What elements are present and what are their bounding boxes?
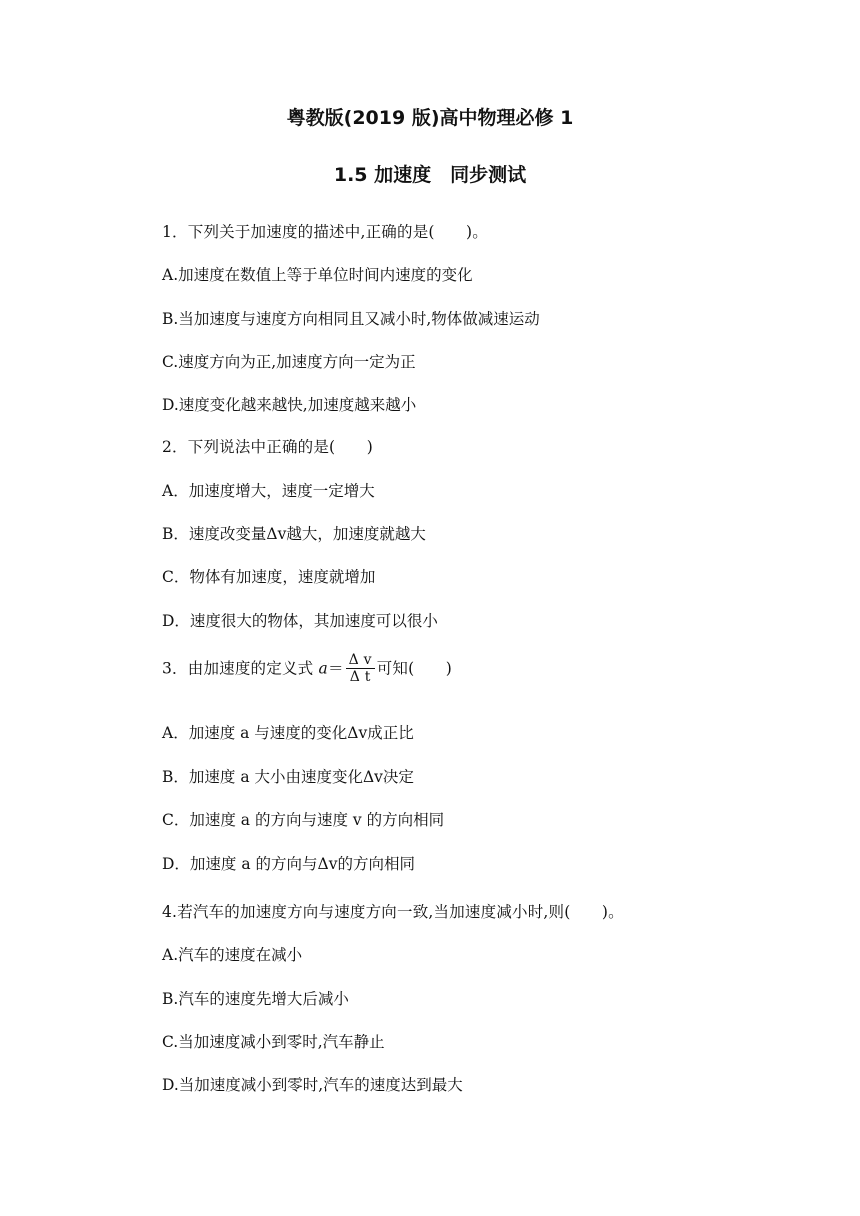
question-4-option-c: C.当加速度减小到零时,汽车静止: [162, 1033, 385, 1051]
document-subtitle: 1.5 加速度 同步测试: [333, 164, 527, 186]
question-3-option-b: B．加速度 a 大小由速度变化Δv决定: [162, 768, 414, 786]
question-2-option-c: C．物体有加速度，速度就增加: [162, 568, 376, 586]
fraction-denominator: Δ t: [349, 669, 371, 686]
acceleration-variable: a: [318, 659, 328, 678]
question-1-option-b: B.当加速度与速度方向相同且又减小时,物体做减速运动: [162, 310, 540, 328]
document-title: 粤教版(2019 版)高中物理必修 1: [286, 107, 574, 129]
question-1-option-a: A.加速度在数值上等于单位时间内速度的变化: [162, 266, 473, 284]
question-4-stem: 4.若汽车的加速度方向与速度方向一致,当加速度减小时,则( )。: [162, 903, 624, 921]
definition-fraction: [346, 652, 375, 685]
question-4-option-d: D.当加速度减小到零时,汽车的速度达到最大: [162, 1076, 463, 1094]
question-2-option-d: D．速度很大的物体，其加速度可以很小: [162, 612, 438, 630]
question-3-stem-suffix: 可知( ): [376, 659, 453, 678]
question-1-option-c: C.速度方向为正,加速度方向一定为正: [162, 353, 416, 371]
question-2-option-b: B．速度改变量Δv越大，加速度就越大: [162, 525, 426, 543]
question-3-option-c: C．加速度 a 的方向与速度 v 的方向相同: [162, 811, 445, 829]
question-1-stem: 1．下列关于加速度的描述中,正确的是( )。: [162, 223, 488, 241]
question-4-option-a: A.汽车的速度在减小: [162, 946, 303, 964]
question-3-stem: [162, 653, 452, 686]
question-2-stem: 2．下列说法中正确的是( ): [162, 438, 373, 456]
question-3-option-d: D．加速度 a 的方向与Δv的方向相同: [162, 855, 415, 873]
question-4-option-b: B.汽车的速度先增大后减小: [162, 990, 349, 1008]
question-3-option-a: A．加速度 a 与速度的变化Δv成正比: [162, 724, 414, 742]
question-3-stem-prefix: 3．由加速度的定义式: [162, 659, 319, 678]
question-1-option-d: D.速度变化越来越快,加速度越来越小: [162, 396, 417, 414]
question-2-option-a: A．加速度增大，速度一定增大: [162, 482, 375, 500]
fraction-numerator: Δ v: [346, 652, 375, 669]
equals-sign: ＝: [327, 659, 344, 678]
